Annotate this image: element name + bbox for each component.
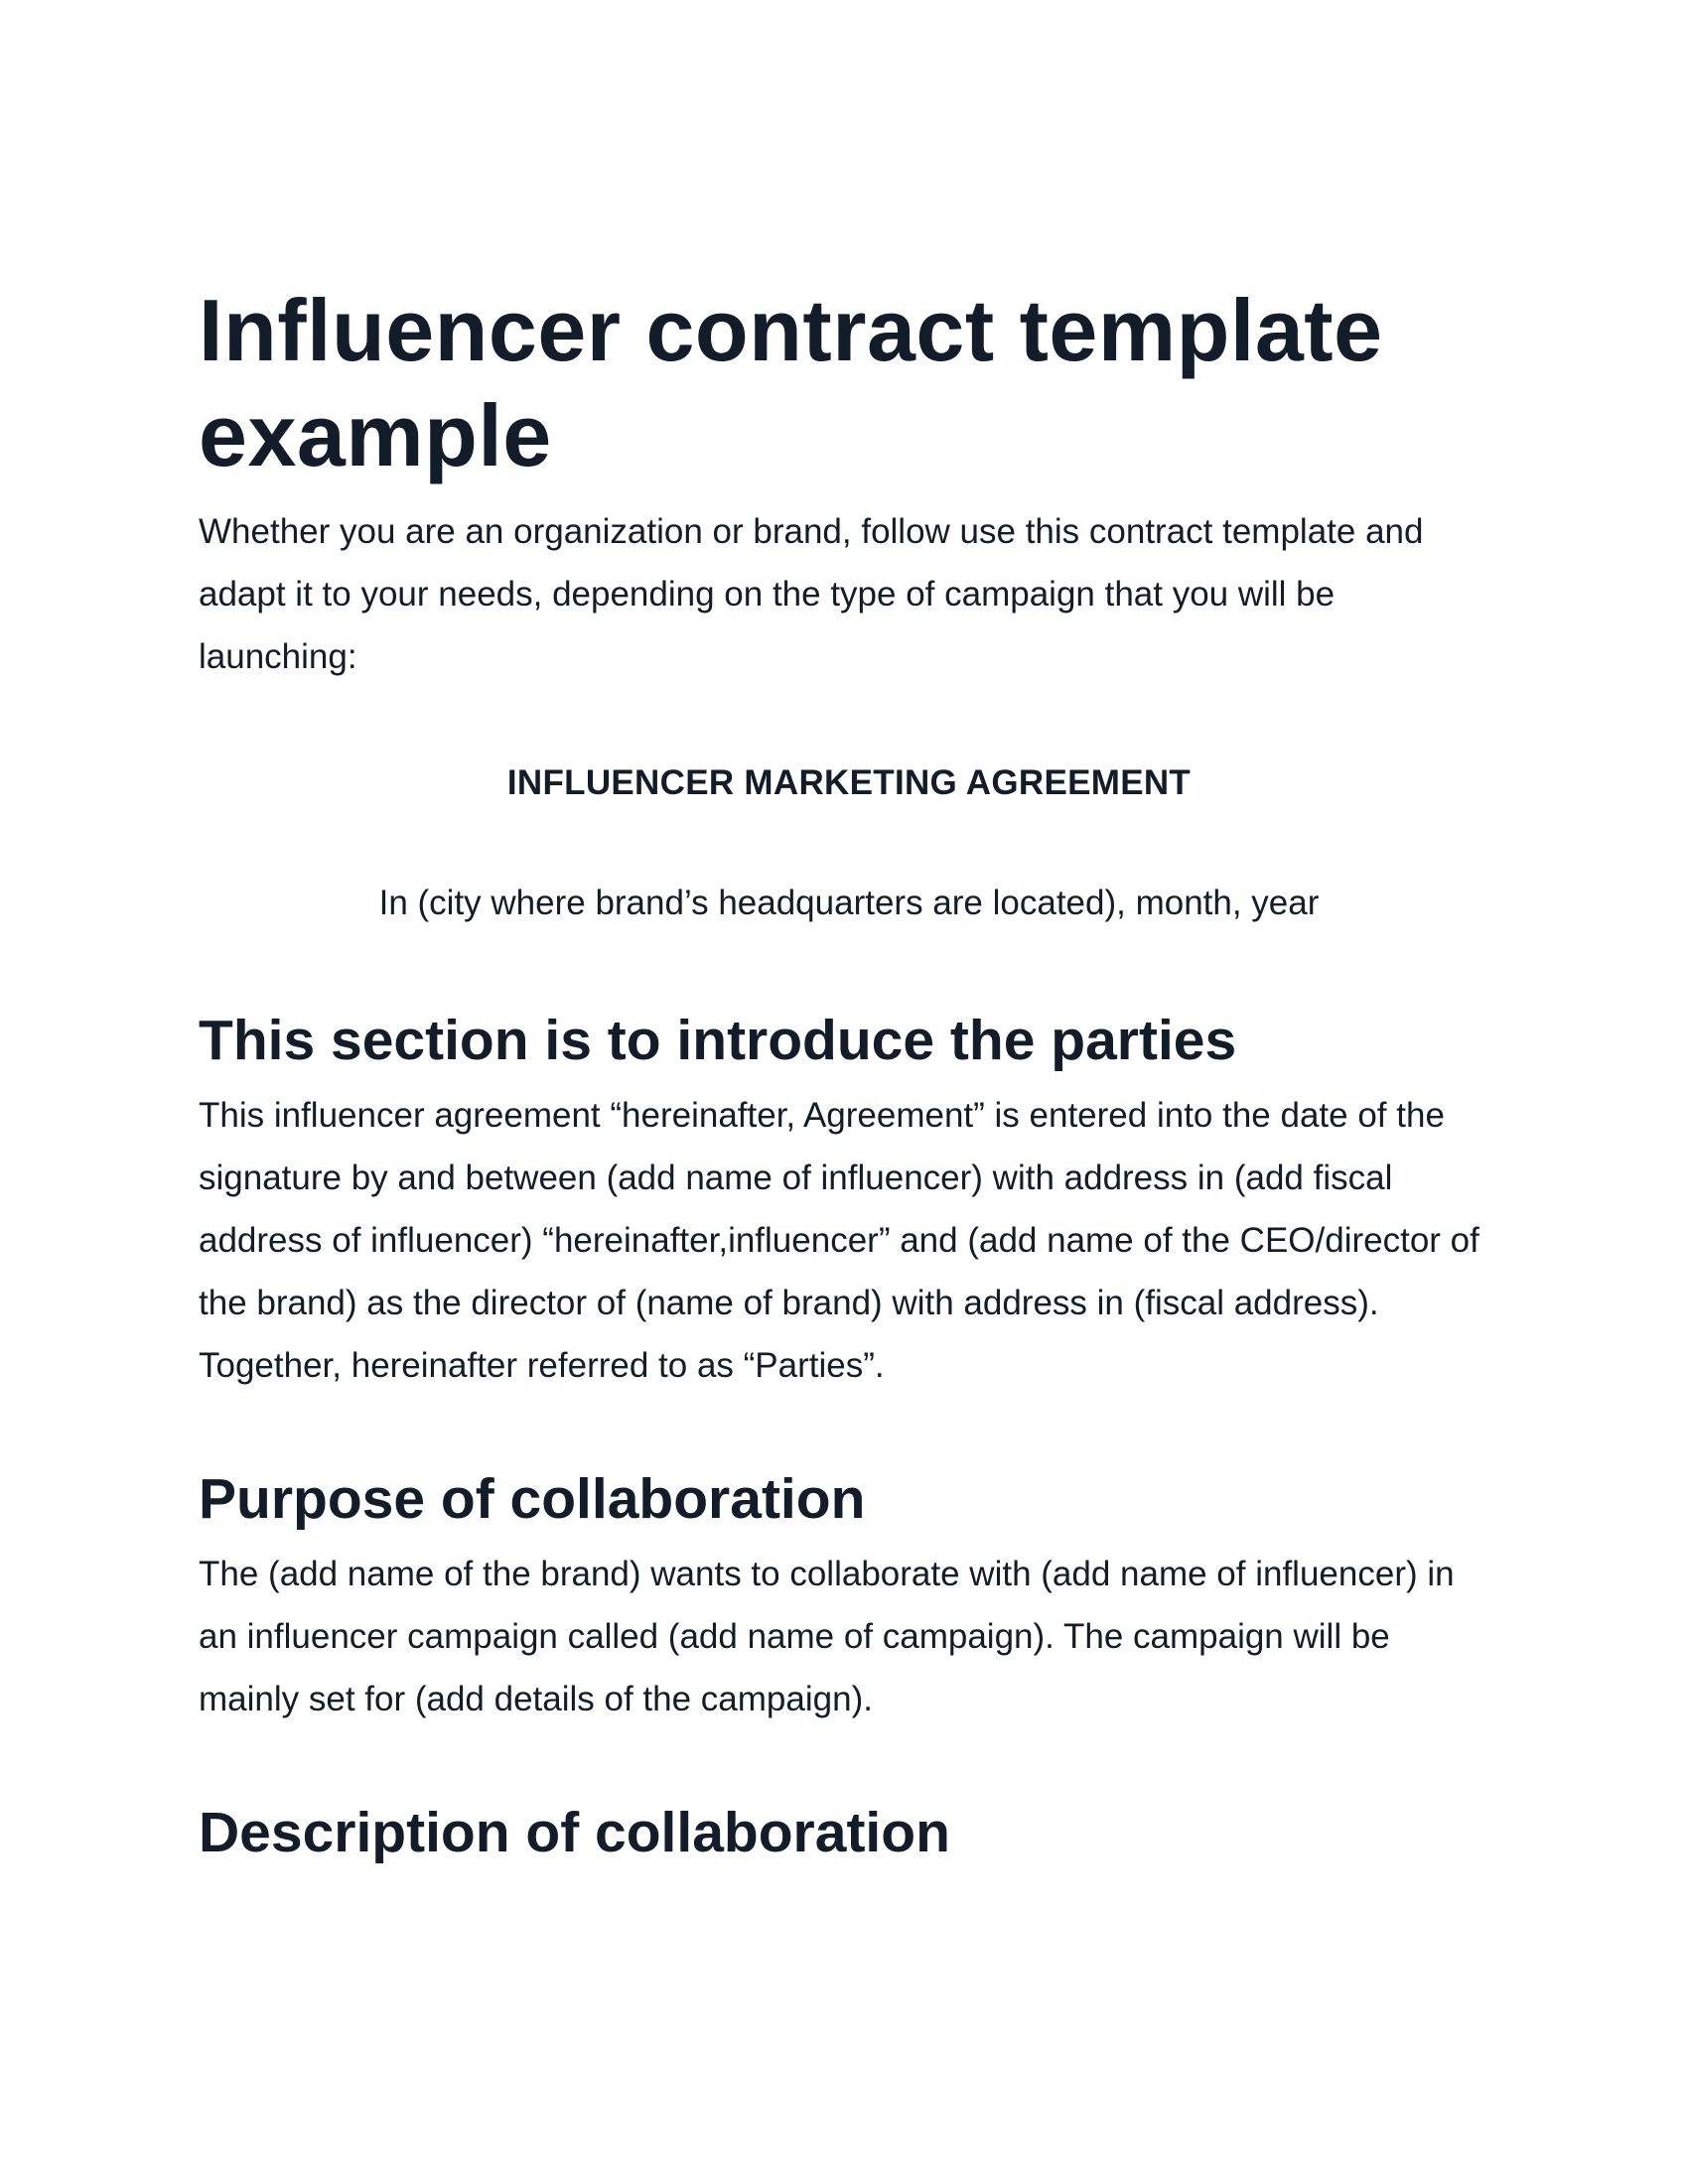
section-parties — [199, 1006, 1499, 1397]
section-heading-description: Description of collaboration — [199, 1801, 950, 1864]
section-heading-purpose: Purpose of collaboration — [199, 1467, 866, 1531]
place-date-line: In (city where brand’s headquarters are located), month, year — [378, 884, 1320, 922]
section-description — [199, 1798, 1499, 1867]
section-purpose — [199, 1464, 1499, 1730]
section-body-parties: This influencer agreement “hereinafter, Agreement” is entered into the date of the signature by and between (add name of influencer) with address in (add fiscal address of influencer) “hereinafter,influencer” and (add name of the CEO/director of the brand) as the director of (name of brand) with address in (fiscal address). Together, hereinafter referred to as “Parties”. — [199, 1096, 1479, 1385]
document-title: Influencer contract template example — [199, 281, 1383, 484]
intro-paragraph: Whether you are an organization or brand, follow use this contract template and adapt it to your needs, depending on the type of campaign that you will be launching: — [199, 512, 1424, 676]
section-body-purpose: The (add name of the brand) wants to collaborate with (add name of influencer) in an influencer campaign called (add name of campaign). The campaign will be mainly set for (add details of the campaign). — [199, 1555, 1455, 1718]
document-content — [199, 278, 1499, 1867]
section-heading-parties: This section is to introduce the parties — [199, 1009, 1237, 1072]
agreement-title: INFLUENCER MARKETING AGREEMENT — [506, 763, 1192, 802]
